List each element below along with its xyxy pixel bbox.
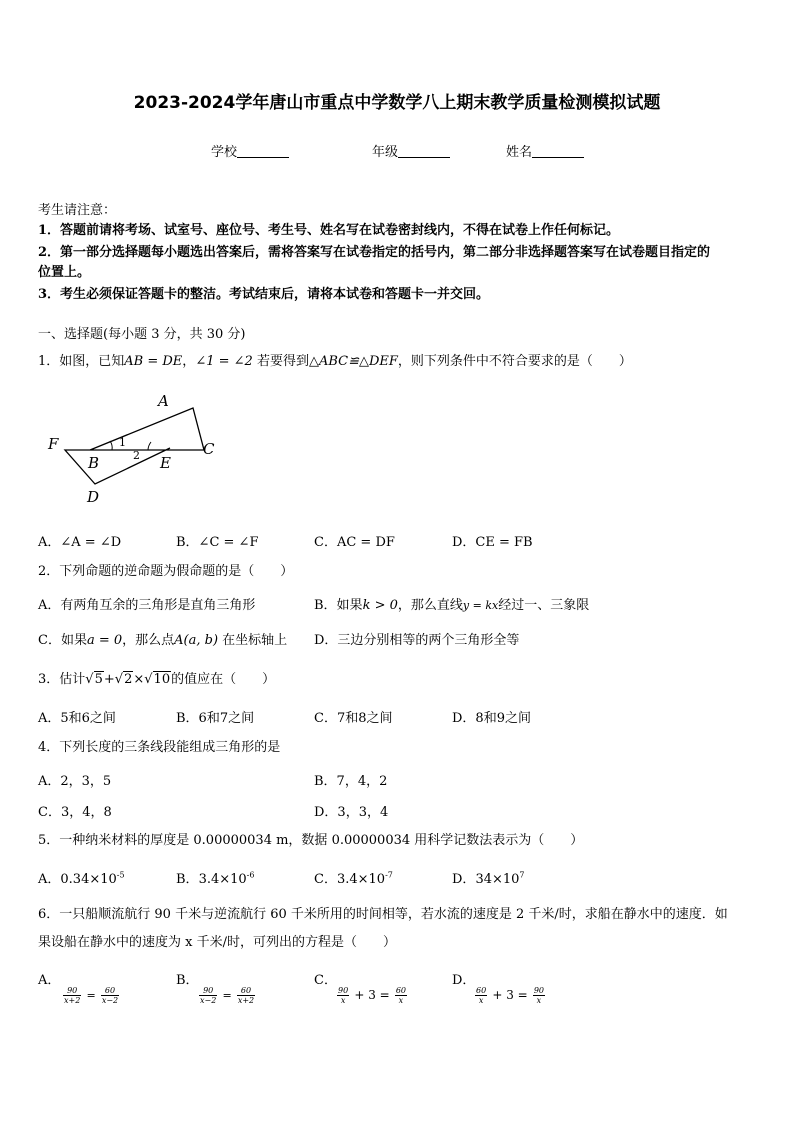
name-field[interactable]	[506, 141, 584, 160]
q6-a-num2: 60	[101, 986, 119, 996]
q6-b-num1: 90	[199, 986, 217, 996]
q2-c-pre: C．如果	[38, 633, 87, 648]
notice-item-2: 2．第一部分选择题每小题选出答案后，需将答案写在试卷指定的括号内，第二部分非选择题答案写在试卷题目指定的	[38, 245, 711, 260]
q1-sep: ，	[182, 354, 196, 369]
q6-c-label: C．	[314, 973, 337, 988]
q6-a-den1: x+2	[64, 996, 81, 1005]
q4-stem: 4．下列长度的三条线段能组成三角形的是	[38, 740, 281, 755]
q1-option-b[interactable]: B．∠C = ∠F	[176, 535, 259, 550]
q5-b-label: B．	[176, 872, 199, 887]
q6-a-label: A．	[38, 973, 61, 988]
q6-stem-line2: 果设船在静水中的速度为 x 千米/时，可列出的方程是（ ）	[38, 935, 396, 950]
q6-stem-line1: 6．一只船顺流航行 90 千米与逆流航行 60 千米所用的时间相等，若水流的速度是 2 千米/时，求船在静水中的速度．如	[38, 907, 728, 922]
q3-option-c[interactable]: C．7和8之间	[314, 711, 393, 726]
notice-item-3: 3．考生必须保证答题卡的整洁。考试结束后，请将本试卷和答题卡一并交回。	[38, 287, 490, 302]
q2-b-math2: y = kx	[462, 599, 499, 612]
q5-c-exp: -7	[385, 870, 393, 880]
label-F: F	[48, 435, 59, 453]
q2-option-b[interactable]	[314, 594, 589, 613]
q6-d-den1: x	[478, 996, 484, 1005]
angle-2-arc	[148, 442, 151, 450]
school-blank[interactable]	[237, 145, 289, 158]
q6-b-num2: 60	[237, 986, 255, 996]
label-angle-1: 1	[119, 436, 126, 449]
page-title: 2023-2024学年唐山市重点中学数学八上期末教学质量检测模拟试题	[133, 93, 661, 113]
q3-stem: 3．估计√5+√2×√10的值应在（ ）	[38, 672, 276, 687]
q5-d-label: D．	[452, 872, 476, 887]
q6-d-den2: x	[536, 996, 542, 1005]
q2-stem: 2．下列命题的逆命题为假命题的是（ ）	[38, 564, 294, 579]
q6-a-op: =	[86, 989, 96, 1002]
q2-c-mid: ，那么点	[122, 633, 175, 648]
q1-suffix: ，则下列条件中不符合要求的是（ ）	[397, 354, 632, 369]
q3-radicand-1: 5	[94, 672, 103, 687]
label-E: E	[160, 454, 171, 472]
notice-heading: 考生请注意：	[38, 203, 117, 218]
q5-a-label: A．	[38, 872, 61, 887]
grade-label: 年级	[372, 145, 399, 160]
q5-option-c[interactable]	[314, 868, 393, 887]
q6-a-num1: 90	[63, 986, 81, 996]
q3-option-d[interactable]: D．8和9之间	[452, 711, 531, 726]
name-label: 姓名	[506, 145, 533, 160]
q5-option-d[interactable]	[452, 868, 525, 887]
label-C: C	[203, 440, 215, 458]
q3-plus: +	[103, 672, 115, 687]
q5-b-exp: -6	[246, 870, 255, 880]
q5-a-exp: -5	[116, 870, 125, 880]
notice-item-1: 1．答题前请将考场、试室号、座位号、考生号、姓名写在试卷密封线内，不得在试卷上作任何标记。	[38, 223, 620, 238]
q2-b-mid: ，那么直线	[397, 598, 463, 613]
q6-option-a[interactable]	[38, 969, 120, 1005]
q3-times: ×	[133, 672, 145, 687]
q4-option-c[interactable]: C．3，4，8	[38, 805, 112, 820]
q2-option-d[interactable]: D．三边分别相等的两个三角形全等	[314, 633, 520, 648]
q6-c-den1: x	[340, 996, 346, 1005]
q2-option-a[interactable]: A．有两角互余的三角形是直角三角形	[38, 598, 256, 613]
q5-c-label: C．	[314, 872, 337, 887]
q1-cond3: △ABC≌△DEF	[308, 354, 398, 369]
q1-cond2: ∠1 = ∠2	[195, 354, 253, 369]
q6-c-num1: 90	[338, 986, 349, 995]
q6-a-den2: x−2	[101, 996, 119, 1005]
name-blank[interactable]	[532, 145, 584, 158]
q6-b-den2: x+2	[237, 996, 255, 1005]
q3-radicand-3: 10	[153, 672, 171, 687]
q2-b-post: 经过一、三象限	[498, 598, 590, 613]
q3-option-b[interactable]: B．6和7之间	[176, 711, 255, 726]
q2-c-math: a = 0	[86, 633, 123, 648]
q5-c-base: 3.4×10	[336, 872, 386, 887]
q4-option-a[interactable]: A．2，3，5	[38, 774, 112, 789]
section-heading: 一、选择题(每小题 3 分，共 30 分)	[38, 327, 246, 342]
q1-option-d[interactable]: D．CE = FB	[452, 535, 533, 550]
q4-option-b[interactable]: B．7，4，2	[314, 774, 388, 789]
q6-c-op: + 3 =	[354, 988, 390, 1002]
q6-d-num2: 90	[533, 986, 545, 995]
angle-1-arc	[110, 441, 112, 450]
q3-radicand-2: 2	[124, 672, 133, 687]
q6-c-den2: x	[398, 996, 404, 1005]
label-A: A	[158, 392, 169, 410]
q2-b-pre: B．如果	[314, 598, 363, 613]
q5-b-base: 3.4×10	[198, 872, 247, 887]
q6-d-label: D．	[452, 973, 476, 988]
q1-cond1: AB = DE	[124, 354, 183, 369]
q5-d-base: 34×10	[475, 872, 520, 887]
q1-figure-lines	[65, 408, 204, 484]
q3-pre: 3．估计	[38, 672, 86, 687]
q5-option-b[interactable]	[176, 868, 254, 887]
q5-d-exp: 7	[519, 870, 525, 880]
q2-c-math2: A(a, b)	[174, 633, 219, 648]
q6-option-d[interactable]	[452, 969, 546, 1005]
q5-stem: 5．一种纳米材料的厚度是 0.00000034 m，数据 0.00000034 用科学记数法表示为（ ）	[38, 833, 584, 848]
q1-prefix: 1．如图，已知	[38, 354, 125, 369]
q2-c-post: 在坐标轴上	[222, 633, 288, 648]
q1-figure	[40, 388, 230, 512]
notice-item-2-cont: 位置上。	[38, 265, 91, 280]
q6-d-op: + 3 =	[492, 988, 528, 1002]
label-angle-2: 2	[133, 449, 140, 462]
q5-option-a[interactable]	[38, 868, 125, 887]
label-B: B	[88, 454, 100, 472]
q6-b-label: B．	[176, 973, 199, 988]
q1-stem	[38, 352, 632, 372]
q6-c-num2: 60	[395, 986, 407, 995]
label-D: D	[87, 488, 100, 506]
q2-b-math: k > 0	[362, 598, 398, 613]
q1-option-a[interactable]: A．∠A = ∠D	[38, 535, 122, 550]
q1-mid: 若要得到	[256, 354, 309, 369]
q6-b-den1: x−2	[200, 996, 217, 1005]
q2-option-c[interactable]	[38, 629, 287, 648]
q6-b-op: =	[222, 989, 232, 1002]
q1-option-c[interactable]: C．AC = DF	[314, 535, 395, 550]
grade-field[interactable]	[372, 141, 450, 160]
school-field[interactable]	[211, 141, 289, 160]
school-label: 学校	[211, 145, 238, 160]
q6-d-num1: 60	[476, 986, 487, 995]
q3-option-a[interactable]: A．5和6之间	[38, 711, 116, 726]
grade-blank[interactable]	[398, 145, 450, 158]
q5-a-base: 0.34×10	[60, 872, 117, 887]
q6-option-c[interactable]	[314, 969, 408, 1005]
q4-option-d[interactable]: D．3，3，4	[314, 805, 389, 820]
q6-option-b[interactable]	[176, 969, 256, 1005]
q3-post: 的值应在（ ）	[171, 672, 276, 687]
